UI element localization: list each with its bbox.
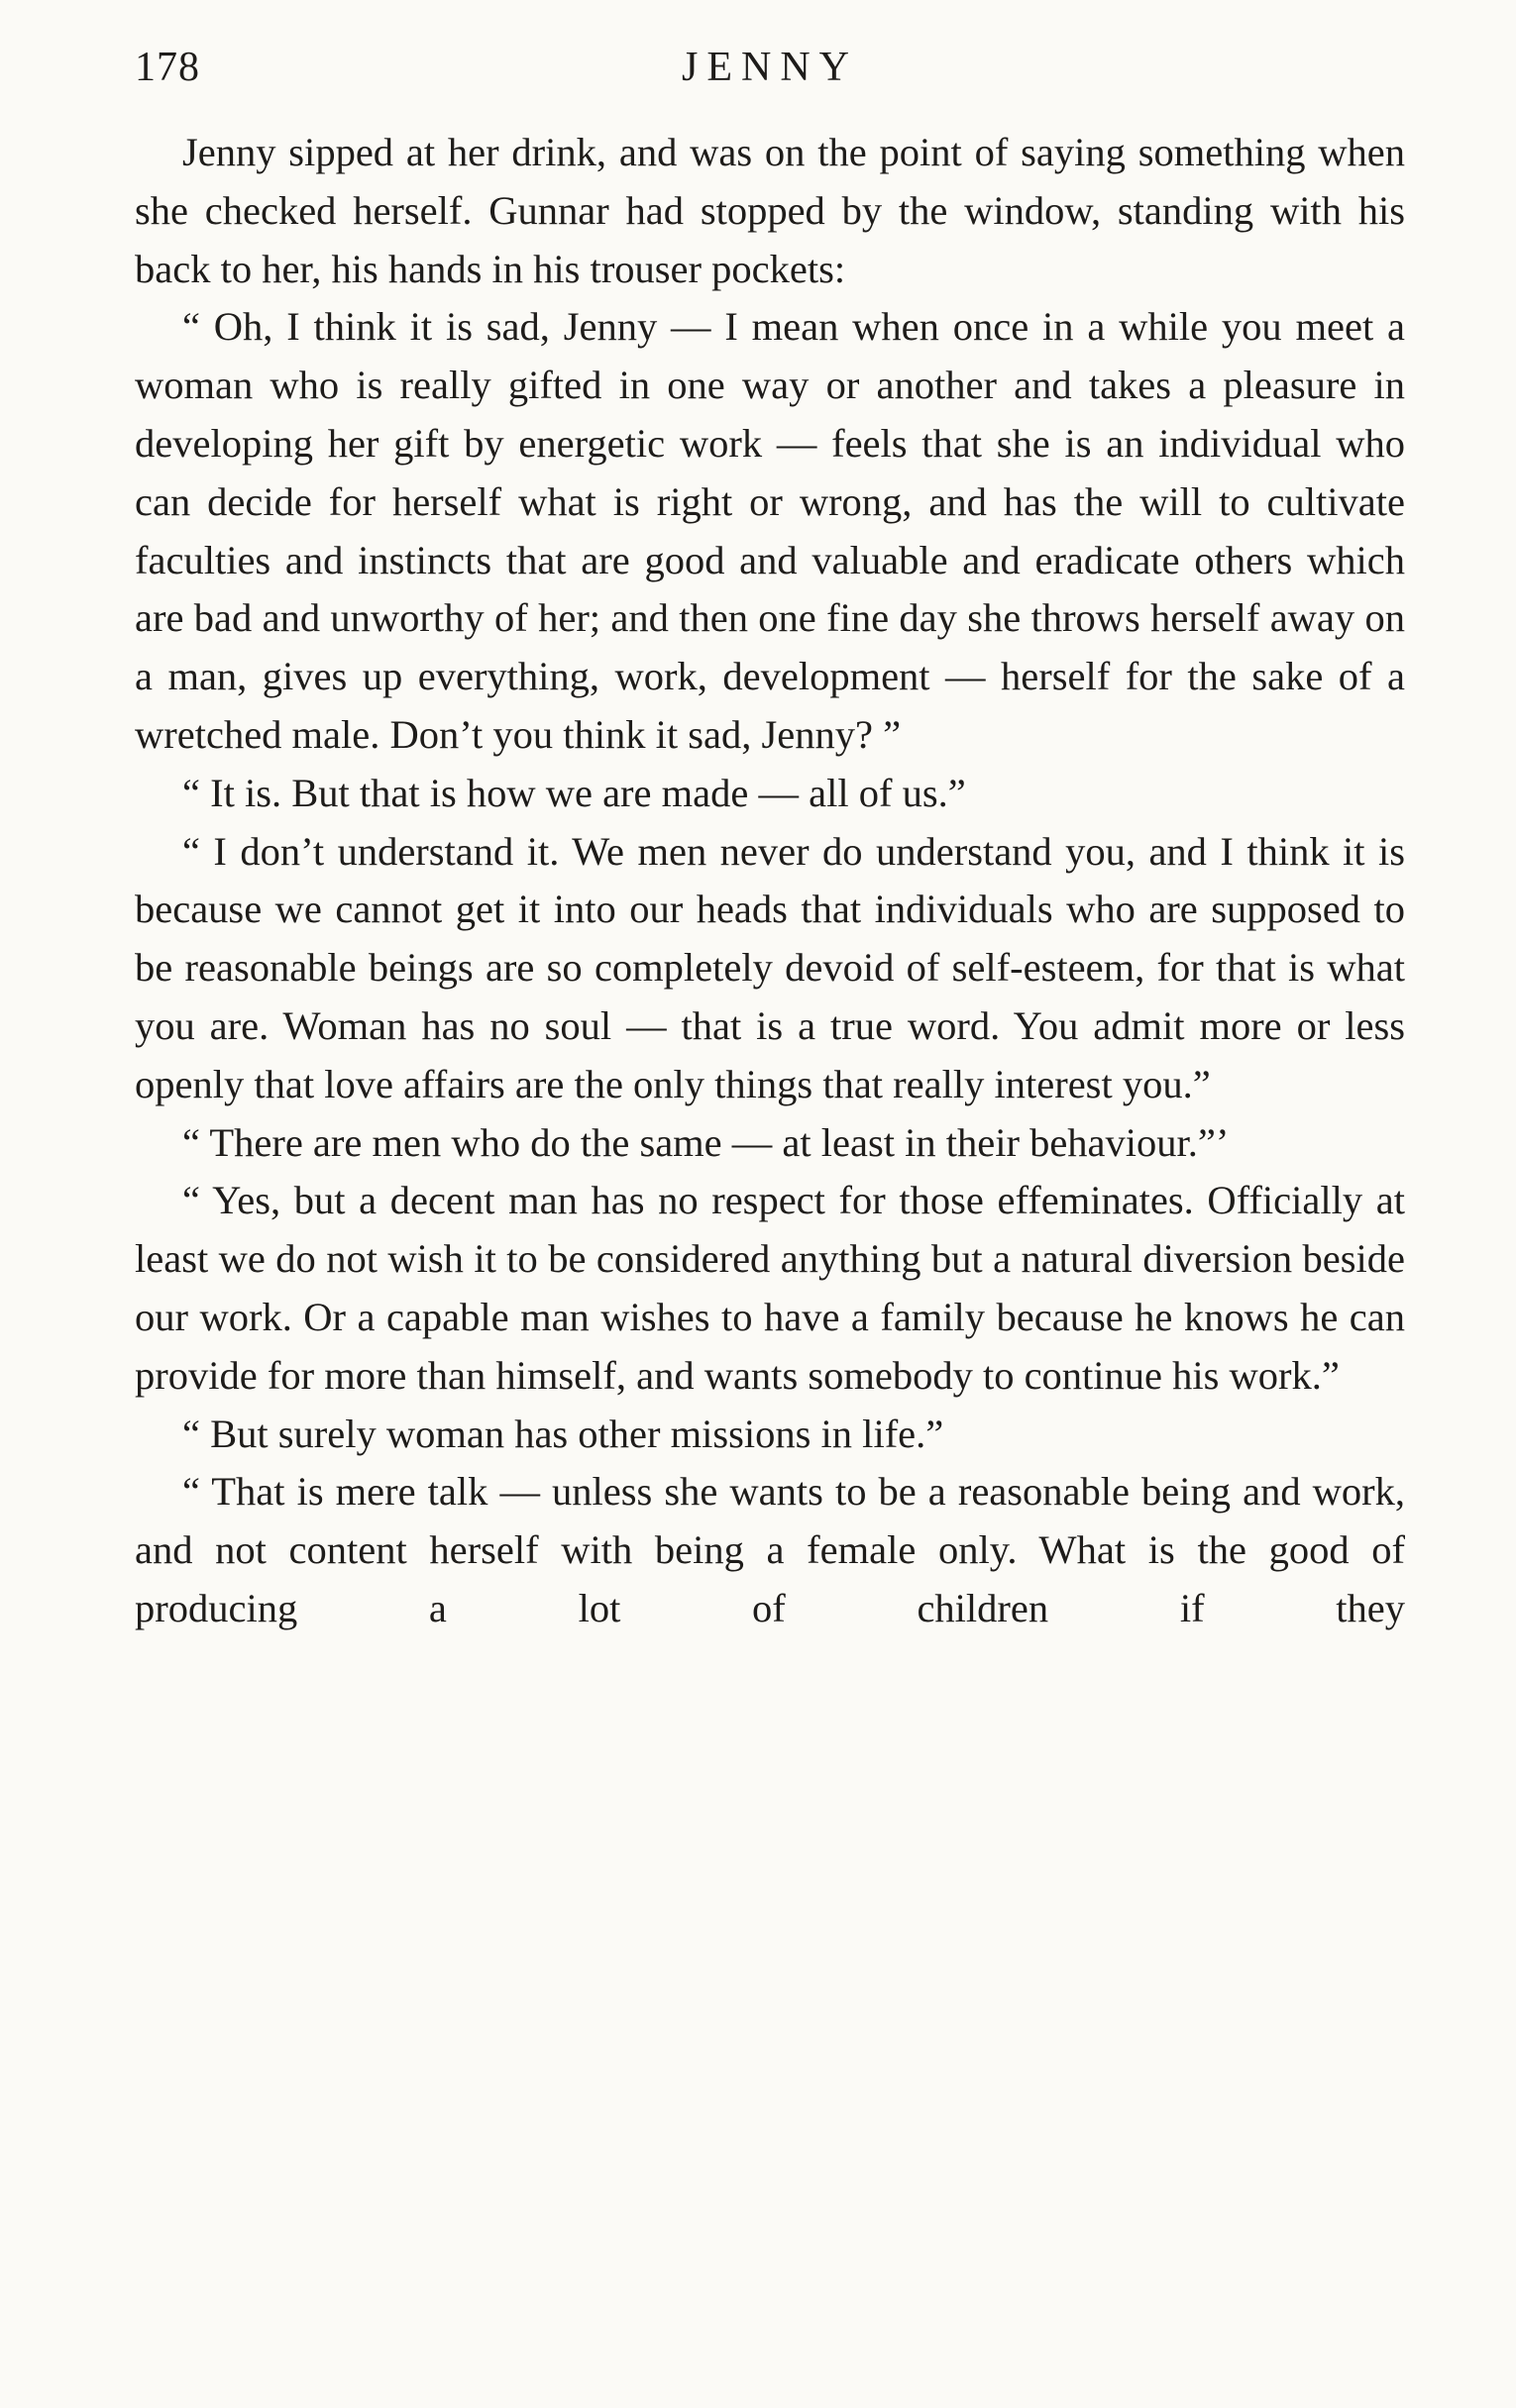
paragraph: “ That is mere talk — unless she wants to be a reasonable being and work, and not content herself with being a female only. What is the good of producing a lot of children if they bbox=[135, 1469, 1405, 1630]
paragraph: “ There are men who do the same — at least in their behaviour.”’ bbox=[182, 1119, 1230, 1165]
page-number: 178 bbox=[135, 45, 200, 90]
running-title: JENNY bbox=[682, 45, 858, 90]
paragraph: “ Yes, but a decent man has no respect for those effeminates. Officially at least we do not wish it to be considered anything but a natural diversion beside our work. Or a capable man wishes to have a family because he knows he can provide for more than himself, and wants somebody to continue his work.” bbox=[135, 1178, 1405, 1398]
body-text bbox=[135, 124, 1405, 1638]
paragraph: “ I don’t understand it. We men never do understand you, and I think it is because we cannot get it into our heads that individuals who are supposed to be reasonable beings are so completely devoid of self-esteem, for that is what you are. Woman has no soul — that is a true word. You admit more or less openly that love affairs are the only things that really interest you.” bbox=[135, 828, 1405, 1106]
paragraph: “ But surely woman has other missions in life.” bbox=[182, 1411, 944, 1456]
paragraph: “ It is. But that is how we are made — all of us.” bbox=[182, 770, 966, 815]
paragraph: “ Oh, I think it is sad, Jenny — I mean when once in a while you meet a woman who is really gifted in one way or another and takes a pleasure in developing her gift by energetic work — feels that she is an individual who can decide for herself what is right or wrong, and has the will to cultivate faculties and instincts that are good and valuable and eradicate others which are bad and unworthy of her; and then one fine day she throws herself away on a man, gives up everything, work, development — herself for the sake of a wretched male. Don’t you think it sad, Jenny? ” bbox=[135, 304, 1405, 757]
paragraph: Jenny sipped at her drink, and was on the point of saying something when she checked herself. Gunnar had stopped by the window, standing with his back to her, his hands in his trouser pockets: bbox=[135, 130, 1405, 291]
page-header bbox=[135, 40, 1405, 109]
